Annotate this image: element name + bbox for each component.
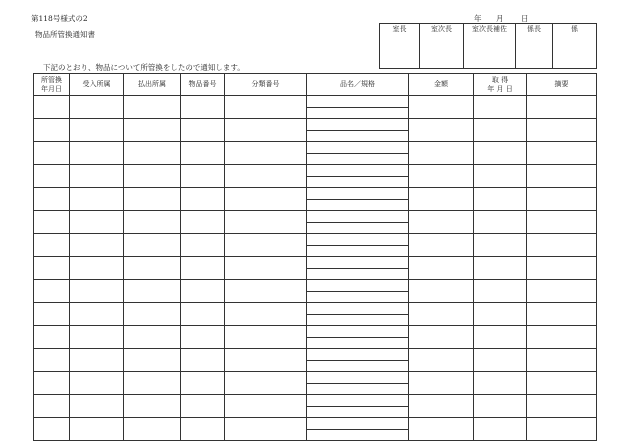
cell-remarks[interactable]: [527, 142, 597, 165]
cell-acquisition-date[interactable]: [474, 303, 527, 326]
table-row: [34, 349, 597, 372]
table-row: [34, 395, 597, 418]
cell-item-name-spec[interactable]: [307, 418, 409, 441]
cell-item-name-spec[interactable]: [307, 349, 409, 372]
column-header-issuing-dept: [124, 74, 181, 96]
cell-acquisition-date[interactable]: [474, 142, 527, 165]
cell-transfer-date[interactable]: [34, 211, 70, 234]
item-name-spec-divider: [307, 222, 408, 223]
cell-transfer-date[interactable]: [34, 234, 70, 257]
cell-acquisition-date[interactable]: [474, 188, 527, 211]
date-year-label: 年: [474, 14, 482, 23]
column-header-acquisition-date: [474, 74, 527, 96]
cell-transfer-date[interactable]: [34, 96, 70, 119]
cell-issuing-dept[interactable]: [124, 372, 181, 395]
item-name-spec-divider: [307, 107, 408, 108]
column-header-amount: [409, 74, 474, 96]
item-name-spec-divider: [307, 383, 408, 384]
table-row: [34, 234, 597, 257]
column-header-transfer-date: [34, 74, 70, 96]
approval-stamp-cell[interactable]: [464, 34, 516, 69]
cell-issuing-dept[interactable]: [124, 119, 181, 142]
cell-item-number[interactable]: [181, 326, 225, 349]
cell-transfer-date[interactable]: [34, 372, 70, 395]
cell-receiving-dept[interactable]: [70, 280, 124, 303]
column-header-remarks: [527, 74, 597, 96]
cell-remarks[interactable]: [527, 257, 597, 280]
cell-item-name-spec[interactable]: [307, 96, 409, 119]
cell-acquisition-date[interactable]: [474, 257, 527, 280]
cell-issuing-dept[interactable]: [124, 234, 181, 257]
cell-amount[interactable]: [409, 165, 474, 188]
column-header-classification-number: [225, 74, 307, 96]
cell-transfer-date[interactable]: [34, 418, 70, 441]
cell-classification-number[interactable]: [225, 395, 307, 418]
cell-item-number[interactable]: [181, 349, 225, 372]
cell-item-name-spec[interactable]: [307, 280, 409, 303]
cell-remarks[interactable]: [527, 234, 597, 257]
cell-classification-number[interactable]: [225, 418, 307, 441]
cell-acquisition-date[interactable]: [474, 326, 527, 349]
cell-classification-number[interactable]: [225, 372, 307, 395]
cell-amount[interactable]: [409, 257, 474, 280]
cell-issuing-dept[interactable]: [124, 96, 181, 119]
cell-item-name-spec[interactable]: [307, 234, 409, 257]
table-row: [34, 303, 597, 326]
approval-stamp-table: [379, 23, 597, 69]
cell-item-name-spec[interactable]: [307, 119, 409, 142]
form-title: 物品所管換通知書: [35, 30, 95, 39]
table-row: [34, 280, 597, 303]
column-header-item-name-spec: [307, 74, 409, 96]
cell-transfer-date[interactable]: [34, 349, 70, 372]
header-line1: 分類番号: [251, 80, 280, 88]
table-row: [34, 418, 597, 441]
cell-acquisition-date[interactable]: [474, 372, 527, 395]
cell-item-number[interactable]: [181, 96, 225, 119]
approval-stamp-cell[interactable]: [420, 34, 464, 69]
header-line1: 受入所属: [82, 80, 111, 88]
cell-amount[interactable]: [409, 280, 474, 303]
cell-remarks[interactable]: [527, 280, 597, 303]
cell-issuing-dept[interactable]: [124, 326, 181, 349]
cell-item-number[interactable]: [181, 119, 225, 142]
header-line1: 払出所属: [138, 80, 166, 88]
cell-remarks[interactable]: [527, 211, 597, 234]
cell-transfer-date[interactable]: [34, 188, 70, 211]
cell-issuing-dept[interactable]: [124, 188, 181, 211]
table-row: [34, 257, 597, 280]
cell-remarks[interactable]: [527, 349, 597, 372]
cell-classification-number[interactable]: [225, 326, 307, 349]
cell-item-number[interactable]: [181, 165, 225, 188]
cell-item-number[interactable]: [181, 303, 225, 326]
date-month-label: 月: [496, 14, 504, 23]
notice-text: 下記のとおり、物品について所管換をしたので通知します。: [43, 63, 245, 72]
cell-item-name-spec[interactable]: [307, 142, 409, 165]
cell-acquisition-date[interactable]: [474, 349, 527, 372]
cell-classification-number[interactable]: [225, 257, 307, 280]
approval-header-室長: 室長: [380, 24, 420, 35]
cell-item-number[interactable]: [181, 211, 225, 234]
cell-item-name-spec[interactable]: [307, 211, 409, 234]
header-line1: 品名／規格: [340, 80, 375, 88]
cell-receiving-dept[interactable]: [70, 188, 124, 211]
cell-classification-number[interactable]: [225, 188, 307, 211]
cell-receiving-dept[interactable]: [70, 142, 124, 165]
table-row: [34, 188, 597, 211]
cell-classification-number[interactable]: [225, 349, 307, 372]
item-name-spec-divider: [307, 360, 408, 361]
cell-acquisition-date[interactable]: [474, 395, 527, 418]
cell-item-number[interactable]: [181, 395, 225, 418]
cell-transfer-date[interactable]: [34, 142, 70, 165]
cell-item-number[interactable]: [181, 234, 225, 257]
cell-receiving-dept[interactable]: [70, 211, 124, 234]
cell-amount[interactable]: [409, 142, 474, 165]
cell-item-name-spec[interactable]: [307, 188, 409, 211]
cell-receiving-dept[interactable]: [70, 303, 124, 326]
cell-receiving-dept[interactable]: [70, 349, 124, 372]
item-name-spec-divider: [307, 176, 408, 177]
table-row: [34, 211, 597, 234]
cell-issuing-dept[interactable]: [124, 303, 181, 326]
cell-amount[interactable]: [409, 303, 474, 326]
cell-acquisition-date[interactable]: [474, 418, 527, 441]
item-name-spec-divider: [307, 429, 408, 430]
cell-remarks[interactable]: [527, 119, 597, 142]
cell-acquisition-date[interactable]: [474, 119, 527, 142]
cell-classification-number[interactable]: [225, 142, 307, 165]
cell-item-number[interactable]: [181, 188, 225, 211]
cell-remarks[interactable]: [527, 418, 597, 441]
cell-item-name-spec[interactable]: [307, 165, 409, 188]
cell-amount[interactable]: [409, 418, 474, 441]
approval-header-係長: 係長: [516, 24, 553, 35]
cell-item-name-spec[interactable]: [307, 303, 409, 326]
cell-receiving-dept[interactable]: [70, 257, 124, 280]
cell-classification-number[interactable]: [225, 96, 307, 119]
table-header-row: [34, 74, 597, 96]
header-line1: 取 得: [491, 75, 509, 84]
cell-issuing-dept[interactable]: [124, 349, 181, 372]
item-name-spec-divider: [307, 153, 408, 154]
item-name-spec-divider: [307, 406, 408, 407]
cell-remarks[interactable]: [527, 188, 597, 211]
cell-issuing-dept[interactable]: [124, 418, 181, 441]
cell-issuing-dept[interactable]: [124, 142, 181, 165]
table-row: [34, 372, 597, 395]
cell-acquisition-date[interactable]: [474, 280, 527, 303]
cell-item-number[interactable]: [181, 142, 225, 165]
header-line2: 年 月 日: [487, 84, 513, 93]
cell-item-name-spec[interactable]: [307, 326, 409, 349]
item-name-spec-divider: [307, 130, 408, 131]
cell-transfer-date[interactable]: [34, 257, 70, 280]
cell-remarks[interactable]: [527, 395, 597, 418]
cell-acquisition-date[interactable]: [474, 211, 527, 234]
item-name-spec-divider: [307, 291, 408, 292]
item-name-spec-divider: [307, 199, 408, 200]
cell-receiving-dept[interactable]: [70, 418, 124, 441]
header-line1: 金額: [434, 80, 448, 88]
header-line2: 年月日: [41, 84, 62, 93]
approval-stamp-cell[interactable]: [516, 34, 553, 69]
cell-item-number[interactable]: [181, 372, 225, 395]
cell-receiving-dept[interactable]: [70, 372, 124, 395]
item-name-spec-divider: [307, 268, 408, 269]
cell-remarks[interactable]: [527, 326, 597, 349]
cell-amount[interactable]: [409, 234, 474, 257]
cell-amount[interactable]: [409, 326, 474, 349]
item-name-spec-divider: [307, 245, 408, 246]
table-row: [34, 326, 597, 349]
cell-item-name-spec[interactable]: [307, 372, 409, 395]
cell-amount[interactable]: [409, 188, 474, 211]
cell-item-number[interactable]: [181, 418, 225, 441]
cell-classification-number[interactable]: [225, 280, 307, 303]
cell-classification-number[interactable]: [225, 234, 307, 257]
cell-remarks[interactable]: [527, 372, 597, 395]
cell-receiving-dept[interactable]: [70, 119, 124, 142]
cell-amount[interactable]: [409, 349, 474, 372]
date-day-label: 日: [521, 14, 529, 23]
cell-amount[interactable]: [409, 372, 474, 395]
cell-amount[interactable]: [409, 96, 474, 119]
cell-transfer-date[interactable]: [34, 395, 70, 418]
cell-issuing-dept[interactable]: [124, 257, 181, 280]
approval-stamp-cell[interactable]: [380, 34, 420, 69]
column-header-receiving-dept: [70, 74, 124, 96]
cell-receiving-dept[interactable]: [70, 326, 124, 349]
cell-acquisition-date[interactable]: [474, 96, 527, 119]
approval-header-室次長補佐: 室次長補佐: [464, 24, 516, 35]
cell-transfer-date[interactable]: [34, 326, 70, 349]
cell-classification-number[interactable]: [225, 165, 307, 188]
cell-issuing-dept[interactable]: [124, 280, 181, 303]
approval-header-係: 係: [553, 24, 597, 35]
approval-header-室次長: 室次長: [420, 24, 464, 35]
table-row: [34, 165, 597, 188]
cell-amount[interactable]: [409, 211, 474, 234]
cell-issuing-dept[interactable]: [124, 211, 181, 234]
cell-item-number[interactable]: [181, 257, 225, 280]
cell-remarks[interactable]: [527, 303, 597, 326]
approval-stamp-cell[interactable]: [553, 34, 597, 69]
column-header-item-number: [181, 74, 225, 96]
cell-item-name-spec[interactable]: [307, 257, 409, 280]
cell-classification-number[interactable]: [225, 211, 307, 234]
header-line1: 物品番号: [188, 80, 217, 88]
cell-acquisition-date[interactable]: [474, 234, 527, 257]
cell-classification-number[interactable]: [225, 303, 307, 326]
item-name-spec-divider: [307, 337, 408, 338]
cell-acquisition-date[interactable]: [474, 165, 527, 188]
cell-remarks[interactable]: [527, 96, 597, 119]
item-name-spec-divider: [307, 314, 408, 315]
transfer-record-table: [33, 73, 597, 441]
cell-receiving-dept[interactable]: [70, 165, 124, 188]
cell-remarks[interactable]: [527, 165, 597, 188]
cell-classification-number[interactable]: [225, 119, 307, 142]
cell-issuing-dept[interactable]: [124, 395, 181, 418]
header-line1: 所管換: [41, 75, 62, 84]
cell-receiving-dept[interactable]: [70, 96, 124, 119]
cell-transfer-date[interactable]: [34, 280, 70, 303]
table-row: [34, 119, 597, 142]
cell-transfer-date[interactable]: [34, 119, 70, 142]
cell-issuing-dept[interactable]: [124, 165, 181, 188]
cell-item-name-spec[interactable]: [307, 395, 409, 418]
header-line1: 摘要: [554, 80, 569, 88]
cell-amount[interactable]: [409, 119, 474, 142]
cell-amount[interactable]: [409, 395, 474, 418]
cell-transfer-date[interactable]: [34, 165, 70, 188]
cell-item-number[interactable]: [181, 280, 225, 303]
cell-transfer-date[interactable]: [34, 303, 70, 326]
form-number: 第118号様式の2: [31, 14, 88, 23]
cell-receiving-dept[interactable]: [70, 395, 124, 418]
table-row: [34, 142, 597, 165]
table-row: [34, 96, 597, 119]
cell-receiving-dept[interactable]: [70, 234, 124, 257]
